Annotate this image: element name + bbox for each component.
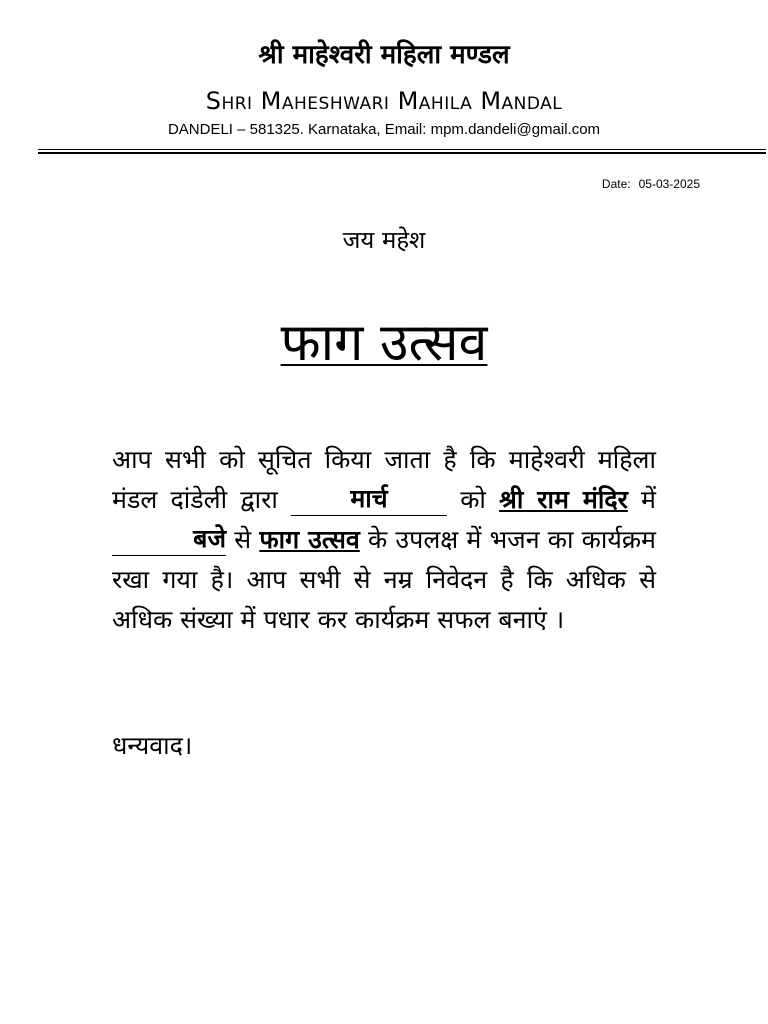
venue-name: श्री राम मंदिर [499, 485, 628, 514]
date-label: Date: [601, 177, 631, 191]
time-blank: बजे [112, 523, 226, 556]
closing-thanks: धन्यवाद। [112, 731, 193, 760]
notice-title-text: फाग उत्सव [280, 313, 488, 373]
greeting: जय महेश [342, 226, 426, 254]
header-divider-thick [38, 152, 766, 154]
header-divider-thin [38, 149, 766, 150]
body-part-3: में [627, 485, 656, 514]
org-name-english: Shri Maheshwari Mahila Mandal [205, 87, 563, 115]
date-line [602, 177, 700, 191]
body-part-1: आप सभी को सूचित किया जाता है कि माहेश्वरी महिला मंडल दांडेली द्वारा [112, 445, 656, 514]
body-part-5: के उपलक्ष में भजन का कार्यक्रम रखा गया है। आप सभी से नम्र निवेदन है कि अधिक से अधिक संख्या में पधार कर कार्यक्रम सफल बनाएं । [112, 525, 657, 634]
date-value: 05-03-2025 [638, 177, 700, 191]
body-part-4: से [226, 525, 260, 554]
notice-title [0, 308, 768, 378]
month-blank: मार्च [291, 483, 447, 516]
org-address: DANDELI – 581325. Karnataka, Email: mpm.dandeli@gmail.com [167, 121, 601, 138]
event-name: फाग उत्सव [259, 525, 360, 554]
notice-body [112, 440, 656, 640]
org-name-hindi: श्री माहेश्वरी महिला मण्डल [258, 40, 510, 70]
body-part-2: को [447, 485, 500, 514]
